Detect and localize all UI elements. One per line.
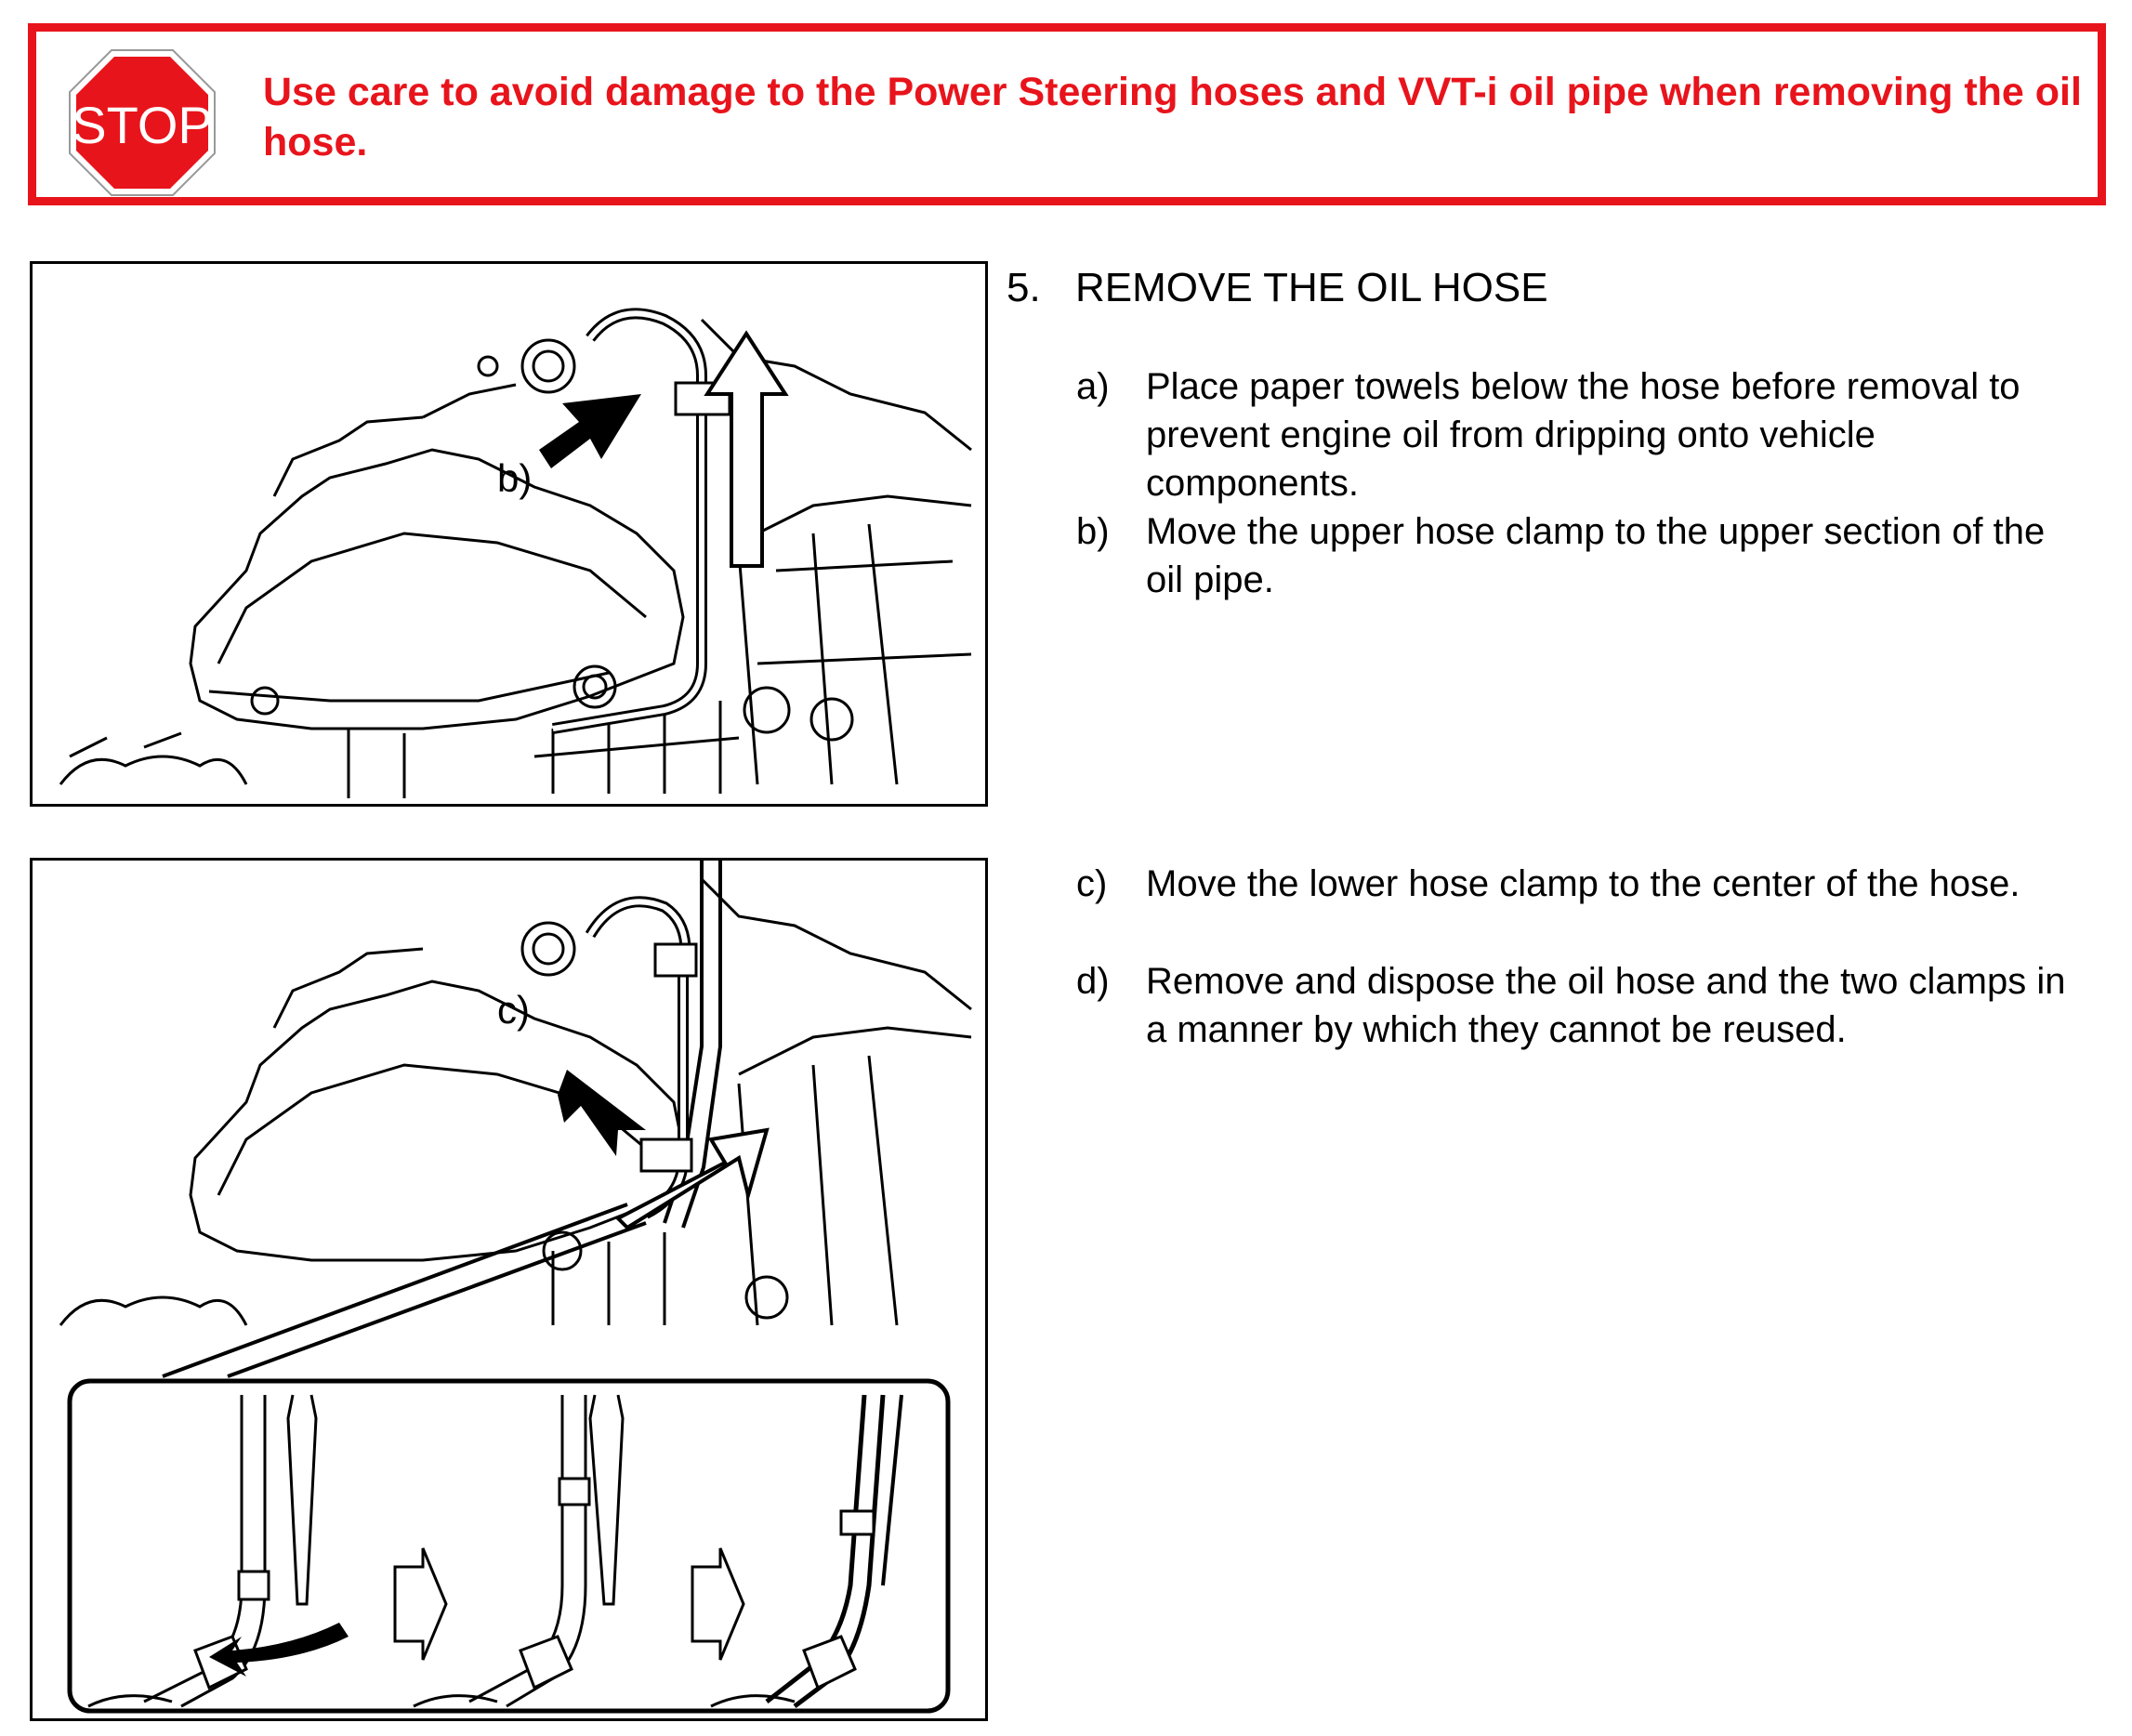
substep-letter: a) bbox=[1076, 366, 1110, 407]
callout-b-label: b) bbox=[497, 456, 533, 500]
stop-sign-icon bbox=[68, 48, 217, 197]
substep-text: Move the lower hose clamp to the center of the hose. bbox=[1146, 863, 2020, 904]
engine-illustration-1 bbox=[33, 264, 985, 804]
substep-letter: c) bbox=[1076, 863, 1108, 904]
callout-c-label: c) bbox=[497, 988, 530, 1032]
stop-sign-label: STOP bbox=[72, 96, 213, 154]
substep-text: Remove and dispose the oil hose and the two clamps in a manner by which they cannot be reused. bbox=[1146, 961, 2066, 1050]
figure-upper-clamp bbox=[30, 261, 988, 807]
warning-text: Use care to avoid damage to the Power Steering hoses and VVT-i oil pipe when removing the oil hose. bbox=[263, 70, 2082, 164]
figure-lower-clamp bbox=[30, 858, 988, 1721]
substep-letter: d) bbox=[1076, 961, 1110, 1002]
engine-illustration-2 bbox=[33, 861, 985, 1718]
substep-text: Place paper towels below the hose before removal to prevent engine oil from dripping onto vehicle components. bbox=[1146, 366, 2020, 504]
step-number: 5. bbox=[1007, 265, 1041, 310]
substep-letter: b) bbox=[1076, 511, 1110, 552]
step-title: REMOVE THE OIL HOSE bbox=[1075, 265, 1548, 310]
substep-text: Move the upper hose clamp to the upper section of the oil pipe. bbox=[1146, 511, 2046, 600]
warning-banner bbox=[28, 23, 2106, 205]
